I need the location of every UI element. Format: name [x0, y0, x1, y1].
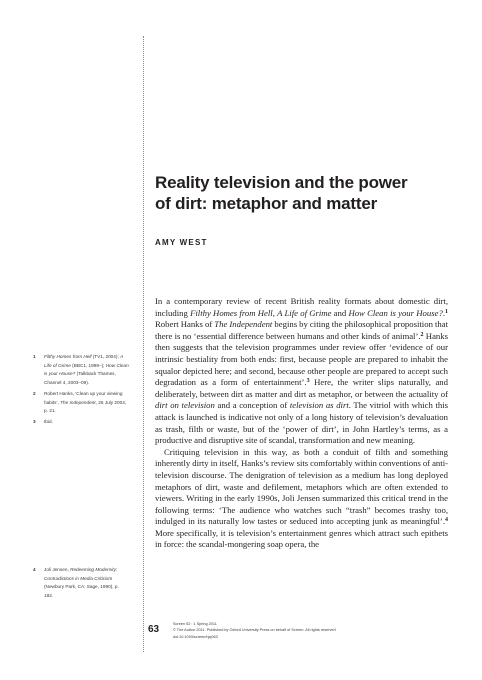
journal-citation: Screen 52 : 1 Spring 2011	[173, 622, 217, 626]
footnote-text: Ibid.	[44, 419, 53, 425]
footnote-ref-4[interactable]: 4	[445, 517, 448, 524]
article-title	[155, 172, 445, 214]
copyright-line: © The Author 2011. Published by Oxford University Press on behalf of Screen. All rights reserved	[173, 628, 336, 633]
footnote-4	[33, 566, 129, 600]
author-name: AMY WEST	[155, 238, 208, 247]
footnote-ref-2[interactable]: 2	[420, 331, 424, 338]
margin-divider	[143, 36, 144, 652]
paragraph-2: Critiquing television in this way, as both a conduit of filth and something inherently dirty in itself, Hanks’s review sits comfortably within conventions of anti-television discourse. The denigration of television as a medium has long deployed metaphors of dirt, waste and defilement, metaphors which are often extended to viewers. Writing in the early 1990s, Joli Jensen summarized this critical trend in the following terms: ‘The audience who watches such “trash” becomes trashy too, indulged in its naturally low tastes or seduced into accepting junk as meaningful’.$^4$ More specifically, it is television’s entertainment genres which attract such epithets in force: the scandal-mongering soap opera, the	[155, 446, 448, 550]
footnote-number: 1	[33, 354, 36, 359]
footnote-text: Joli Jensen, Redeeming Modernity: Contradictions in Media Criticism (Newbury Park, CA: Sage, 1990), p. 182.	[44, 567, 119, 598]
footnote-1	[33, 353, 129, 387]
footnote-ref-1[interactable]: 1	[444, 308, 448, 315]
footnote-3	[33, 418, 129, 427]
title-line-2: of dirt: metaphor and matter	[155, 194, 378, 213]
footnote-number: 4	[33, 567, 36, 572]
sidenotes-top	[33, 353, 129, 430]
journal-imprint	[173, 621, 453, 640]
page-number: 63	[148, 624, 160, 635]
footnote-2	[33, 390, 129, 416]
title-line-1: Reality television and the power	[155, 173, 408, 192]
sidenotes-bottom	[33, 566, 129, 603]
footnote-number: 2	[33, 390, 36, 396]
doi-line: doi:10.1093/screen/hjq063	[173, 634, 218, 639]
footnote-text: Filthy Homes from Hell (TV1, 2004); A Life of Grime (BBC1, 1999–); How Clean is your House? (Talkback Thames, Channel 4, 2003–09).	[44, 354, 129, 385]
paragraph-1: In a contemporary review of recent British reality formats about domestic dirt, including Filthy Homes from Hell, A Life of Grime and How Clean is your House?.$^1$ Robert Hanks of The Independent begins by citing the philosophical proposition that there is no ‘essential difference between humans and other kinds of animal’.$^2$ Hanks then suggests that the television programmes under review offer ‘evidence of our intrinsic bestiality from both ends: first, because people are prepared to inhabit the squalor depicted here; and second, because other people are prepared to accept such degradation as a form of entertainment’.$^3$ Here, the writer slips naturally, and deliberately, between dirt as matter and dirt as metaphor, or between the actuality of dirt on television and a conception of television as dirt. The vitriol with which this attack is launched is indicative not only of a long history of television’s devaluation as trash, filth or waste, but of the ‘power of dirt’, in John Hartley’s terms, as a productive and disruptive site of scandal, transformation and new meaning.	[155, 296, 449, 446]
footnote-number: 3	[33, 419, 36, 425]
footnote-ref-3[interactable]: 3	[306, 378, 310, 385]
footnote-text: Robert Hanks, ‘Clean up your viewing habits’, The Independent, 26 July 2004, p. 21.	[44, 390, 127, 414]
article-body	[155, 296, 448, 551]
